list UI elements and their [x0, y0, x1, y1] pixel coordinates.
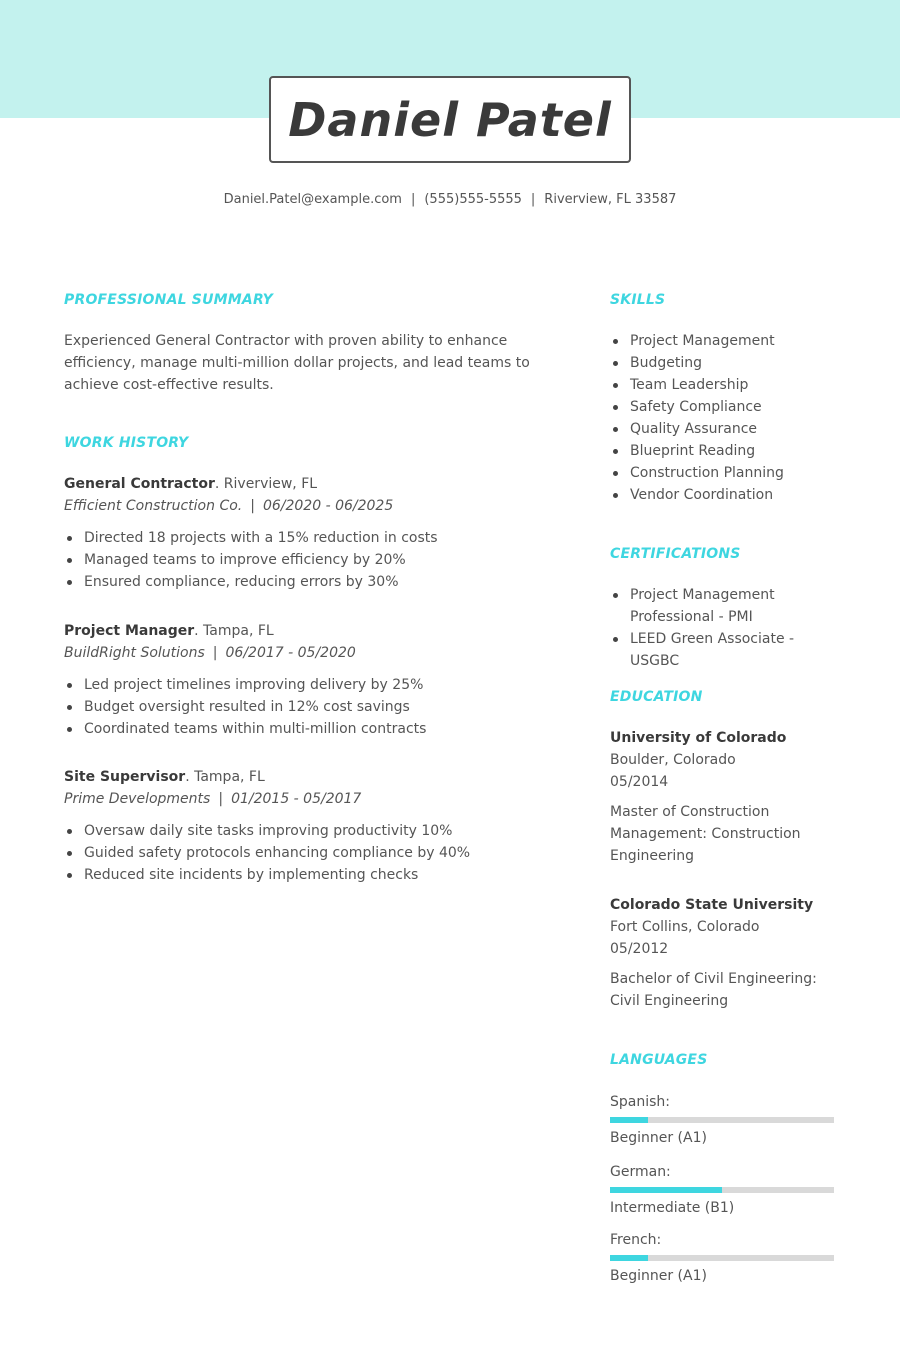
- summary-heading: PROFESSIONAL SUMMARY: [64, 292, 273, 308]
- work-history-heading: WORK HISTORY: [64, 435, 189, 451]
- skills-list: [610, 330, 840, 506]
- language-level: Beginner (A1): [610, 1268, 707, 1284]
- language-proficiency-fill: [610, 1255, 648, 1261]
- contact-location: Riverview, FL 33587: [544, 192, 677, 207]
- job-bullet: Ensured compliance, reducing errors by 30%: [64, 571, 564, 593]
- language-proficiency-bar: [610, 1187, 834, 1193]
- name-box: [269, 76, 631, 163]
- skills-heading: SKILLS: [610, 292, 666, 308]
- language-proficiency-bar: [610, 1117, 834, 1123]
- summary-text: Experienced General Contractor with proven ability to enhance efficiency, manage multi-million dollar projects, and lead teams to achieve cost-effective results.: [64, 333, 530, 393]
- education-school: Colorado State University: [610, 897, 814, 913]
- education-entry: [610, 727, 820, 867]
- skill-item: Project Management: [610, 330, 840, 352]
- certifications-heading: CERTIFICATIONS: [610, 546, 741, 562]
- job-dates: 06/2020 - 06/2025: [262, 498, 394, 514]
- job-place: . Tampa, FL: [185, 769, 265, 785]
- job-place: . Riverview, FL: [214, 476, 318, 492]
- job-bullet: Oversaw daily site tasks improving productivity 10%: [64, 820, 564, 842]
- education-date: 05/2012: [610, 941, 669, 957]
- language-entry: [610, 1163, 834, 1217]
- education-degree: Bachelor of Civil Engineering: Civil Engineering: [610, 971, 817, 1009]
- contact-separator: |: [530, 192, 536, 207]
- skill-item: Team Leadership: [610, 374, 840, 396]
- skill-item: Quality Assurance: [610, 418, 840, 440]
- skill-item: Safety Compliance: [610, 396, 840, 418]
- contact-line: [0, 192, 900, 207]
- job-bullet: Directed 18 projects with a 15% reduction in costs: [64, 527, 564, 549]
- skill-item: Blueprint Reading: [610, 440, 840, 462]
- education-location: Boulder, Colorado: [610, 752, 736, 768]
- certification-item: LEED Green Associate - USGBC: [610, 628, 810, 672]
- language-level: Intermediate (B1): [610, 1200, 735, 1216]
- job-meta-line: [64, 495, 564, 517]
- education-heading: EDUCATION: [610, 689, 703, 705]
- education-entry: [610, 894, 820, 1012]
- certification-item: Project Management Professional - PMI: [610, 584, 810, 628]
- language-entry: [610, 1093, 834, 1147]
- job-meta-line: [64, 788, 564, 810]
- job-company: BuildRight Solutions: [64, 645, 205, 661]
- job-bullet: Led project timelines improving delivery by 25%: [64, 674, 564, 696]
- job-separator: |: [218, 791, 224, 807]
- language-proficiency-bar: [610, 1255, 834, 1261]
- job-bullet: Reduced site incidents by implementing checks: [64, 864, 564, 886]
- languages-heading: LANGUAGES: [610, 1052, 708, 1068]
- language-entry: [610, 1231, 834, 1285]
- education-degree: Master of Construction Management: Construction Engineering: [610, 804, 801, 864]
- language-name: French:: [610, 1232, 662, 1248]
- candidate-name: Daniel Patel: [288, 92, 612, 147]
- job-title-line: [64, 620, 564, 642]
- education-date: 05/2014: [610, 774, 669, 790]
- job-entry: [64, 620, 564, 740]
- job-role: General Contractor: [64, 476, 215, 492]
- language-level: Beginner (A1): [610, 1130, 707, 1146]
- job-entry: [64, 766, 564, 886]
- job-bullets: [64, 674, 564, 740]
- contact-phone: (555)555-5555: [424, 192, 522, 207]
- job-separator: |: [212, 645, 218, 661]
- job-role: Project Manager: [64, 623, 195, 639]
- skill-item: Vendor Coordination: [610, 484, 840, 506]
- certifications-list: [610, 584, 810, 672]
- contact-email: Daniel.Patel@example.com: [223, 192, 402, 207]
- contact-separator: |: [410, 192, 416, 207]
- education-location: Fort Collins, Colorado: [610, 919, 760, 935]
- skill-item: Construction Planning: [610, 462, 840, 484]
- job-role: Site Supervisor: [64, 769, 186, 785]
- job-title-line: [64, 473, 564, 495]
- job-bullet: Coordinated teams within multi-million contracts: [64, 718, 564, 740]
- job-title-line: [64, 766, 564, 788]
- job-dates: 01/2015 - 05/2017: [231, 791, 362, 807]
- job-bullet: Managed teams to improve efficiency by 20%: [64, 549, 564, 571]
- job-bullets: [64, 527, 564, 593]
- job-entry: [64, 473, 564, 593]
- language-proficiency-fill: [610, 1117, 648, 1123]
- job-separator: |: [250, 498, 255, 514]
- job-company: Efficient Construction Co.: [64, 498, 243, 514]
- job-bullet: Budget oversight resulted in 12% cost savings: [64, 696, 564, 718]
- job-dates: 06/2017 - 05/2020: [225, 645, 356, 661]
- skill-item: Budgeting: [610, 352, 840, 374]
- language-name: Spanish:: [610, 1094, 670, 1110]
- language-name: German:: [610, 1164, 671, 1180]
- job-meta-line: [64, 642, 564, 664]
- job-bullet: Guided safety protocols enhancing compliance by 40%: [64, 842, 564, 864]
- job-company: Prime Developments: [64, 791, 211, 807]
- job-bullets: [64, 820, 564, 886]
- education-school: University of Colorado: [610, 730, 787, 746]
- language-proficiency-fill: [610, 1187, 722, 1193]
- job-place: . Tampa, FL: [194, 623, 274, 639]
